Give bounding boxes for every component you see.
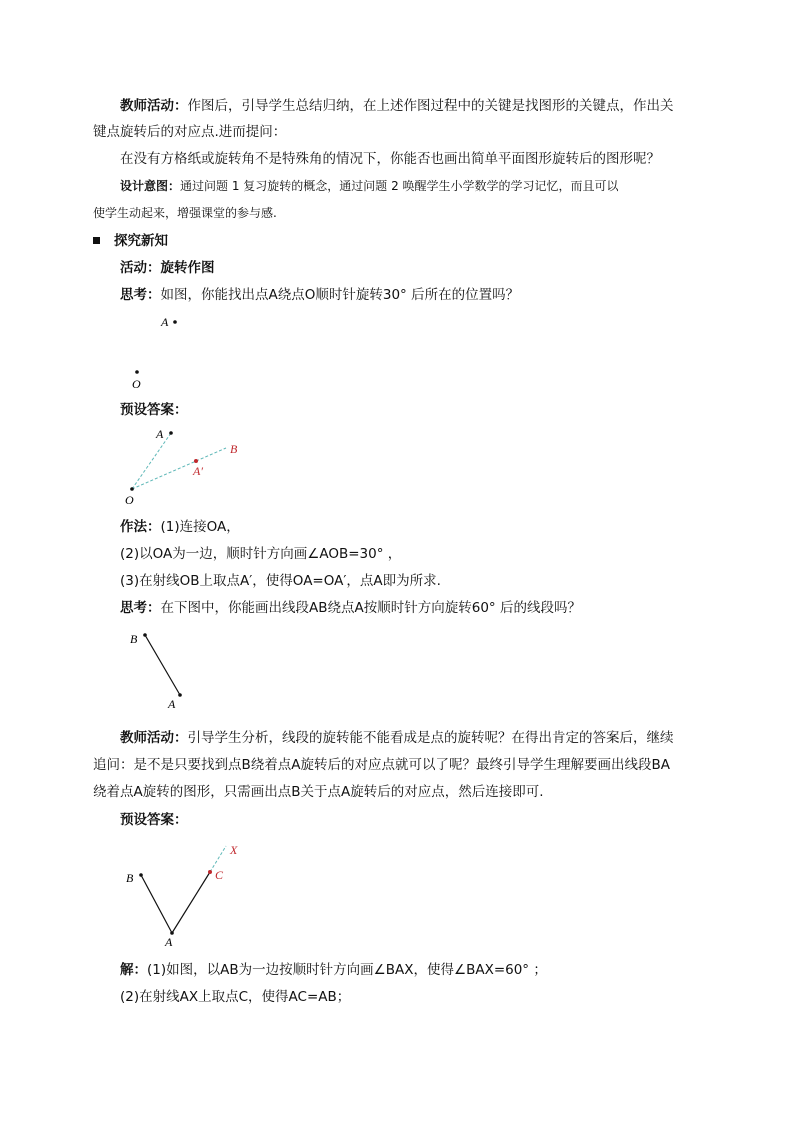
figure-point-a-o bbox=[120, 310, 240, 395]
fig3-label-b: B bbox=[130, 632, 138, 646]
method-step-1: (1)连接OA， bbox=[160, 519, 240, 535]
fig1-point-o bbox=[135, 370, 139, 374]
design-intent-line-1 bbox=[120, 176, 619, 196]
fig4-segment-ba bbox=[141, 875, 172, 933]
fig2-label-a: A bbox=[156, 427, 164, 441]
activity-label: 活动： bbox=[120, 260, 161, 276]
fig1-point-a bbox=[173, 320, 177, 324]
think-label: 思考： bbox=[120, 287, 161, 303]
fig3-point-b bbox=[143, 633, 147, 637]
teacher-question: 在没有方格纸或旋转角不是特殊角的情况下，你能否也画出简单平面图形旋转后的图形呢？ bbox=[120, 151, 660, 167]
activity-title: 旋转作图 bbox=[160, 260, 215, 276]
design-intent-label: 设计意图： bbox=[120, 179, 181, 193]
teacher-activity-2-line-2: 追问：是不是只要找到点B绕着点A旋转后的对应点就可以了呢？最终引导学生理解要画出线段BA bbox=[93, 757, 670, 773]
think-label-2: 思考： bbox=[120, 600, 161, 616]
fig4-label-x: X bbox=[230, 843, 238, 857]
fig4-segment-ac bbox=[172, 872, 210, 933]
section-title: 探究新知 bbox=[114, 233, 168, 249]
method-step-1-line bbox=[120, 517, 240, 537]
figure-rotation-point bbox=[120, 425, 260, 510]
fig3-label-a: A bbox=[168, 697, 176, 711]
bullet-square-icon bbox=[93, 237, 100, 244]
fig4-label-b: B bbox=[126, 871, 134, 885]
teacher-activity-paragraph-1 bbox=[120, 96, 674, 116]
method-step-3: (3)在射线OB上取点A′，使得OA=OA′，点A即为所求. bbox=[120, 573, 441, 589]
think-question-2 bbox=[120, 598, 581, 618]
solution-step-2: (2)在射线AX上取点C，使得AC=AB； bbox=[120, 989, 351, 1005]
think-text-2: 在下图中，你能画出线段AB绕点A按顺时针方向旋转60° 后的线段吗？ bbox=[160, 600, 581, 616]
fig1-label-a: A bbox=[161, 315, 169, 329]
think-question-1 bbox=[120, 285, 519, 305]
teacher-activity-paragraph-2 bbox=[120, 728, 674, 748]
fig2-label-b: B bbox=[230, 442, 238, 456]
solution-step-1: (1)如图，以AB为一边按顺时针方向画∠BAX，使得∠BAX=60° ； bbox=[147, 962, 547, 978]
fig4-point-b bbox=[139, 873, 143, 877]
method-step-2: (2)以OA为一边，顺时针方向画∠AOB=30° ， bbox=[120, 546, 402, 562]
activity-heading bbox=[120, 258, 215, 278]
solution-label: 解： bbox=[120, 962, 147, 978]
figure-segment-ab bbox=[120, 625, 220, 715]
teacher-activity-line-1: 作图后，引导学生总结归纳，在上述作图过程中的关键是找图形的关键点，作出关 bbox=[187, 98, 674, 114]
method-label: 作法： bbox=[120, 519, 161, 535]
figure-rotated-segment bbox=[120, 838, 260, 950]
teacher-activity-label-2: 教师活动： bbox=[120, 730, 188, 746]
think-text: 如图，你能找出点A绕点O顺时针旋转30° 后所在的位置吗？ bbox=[160, 287, 520, 303]
fig2-point-a-prime bbox=[194, 459, 198, 463]
fig3-point-a bbox=[178, 693, 182, 697]
fig2-point-o bbox=[130, 487, 134, 491]
teacher-activity-2-line-1: 引导学生分析，线段的旋转能不能看成是点的旋转呢？在得出肯定的答案后，继续 bbox=[187, 730, 674, 746]
teacher-activity-label: 教师活动： bbox=[120, 98, 188, 114]
fig3-segment-ab bbox=[145, 635, 180, 695]
fig4-label-c: C bbox=[215, 868, 224, 882]
fig2-ray-ob bbox=[132, 448, 226, 489]
fig1-label-o: O bbox=[132, 377, 141, 391]
design-intent-text-1: 通过问题 1 复习旋转的概念，通过问题 2 唤醒学生小学数学的学习记忆，而且可以 bbox=[180, 179, 619, 193]
design-intent-line-2: 使学生动起来，增强课堂的参与感. bbox=[93, 206, 277, 220]
teacher-activity-line-2: 键点旋转后的对应点.进而提问： bbox=[93, 124, 287, 140]
fig2-label-a-prime: A′ bbox=[193, 464, 203, 478]
fig4-label-a: A bbox=[165, 935, 173, 949]
fig4-point-c bbox=[208, 870, 212, 874]
fig2-point-a bbox=[169, 431, 173, 435]
fig2-label-o: O bbox=[125, 493, 134, 507]
section-heading bbox=[93, 231, 168, 251]
preset-answer-label-1: 预设答案： bbox=[120, 402, 188, 418]
solution-step-1-line bbox=[120, 960, 547, 980]
teacher-activity-2-line-3: 绕着点A旋转的图形，只需画出点B关于点A旋转后的对应点，然后连接即可. bbox=[93, 784, 544, 800]
preset-answer-label-2: 预设答案： bbox=[120, 812, 188, 828]
